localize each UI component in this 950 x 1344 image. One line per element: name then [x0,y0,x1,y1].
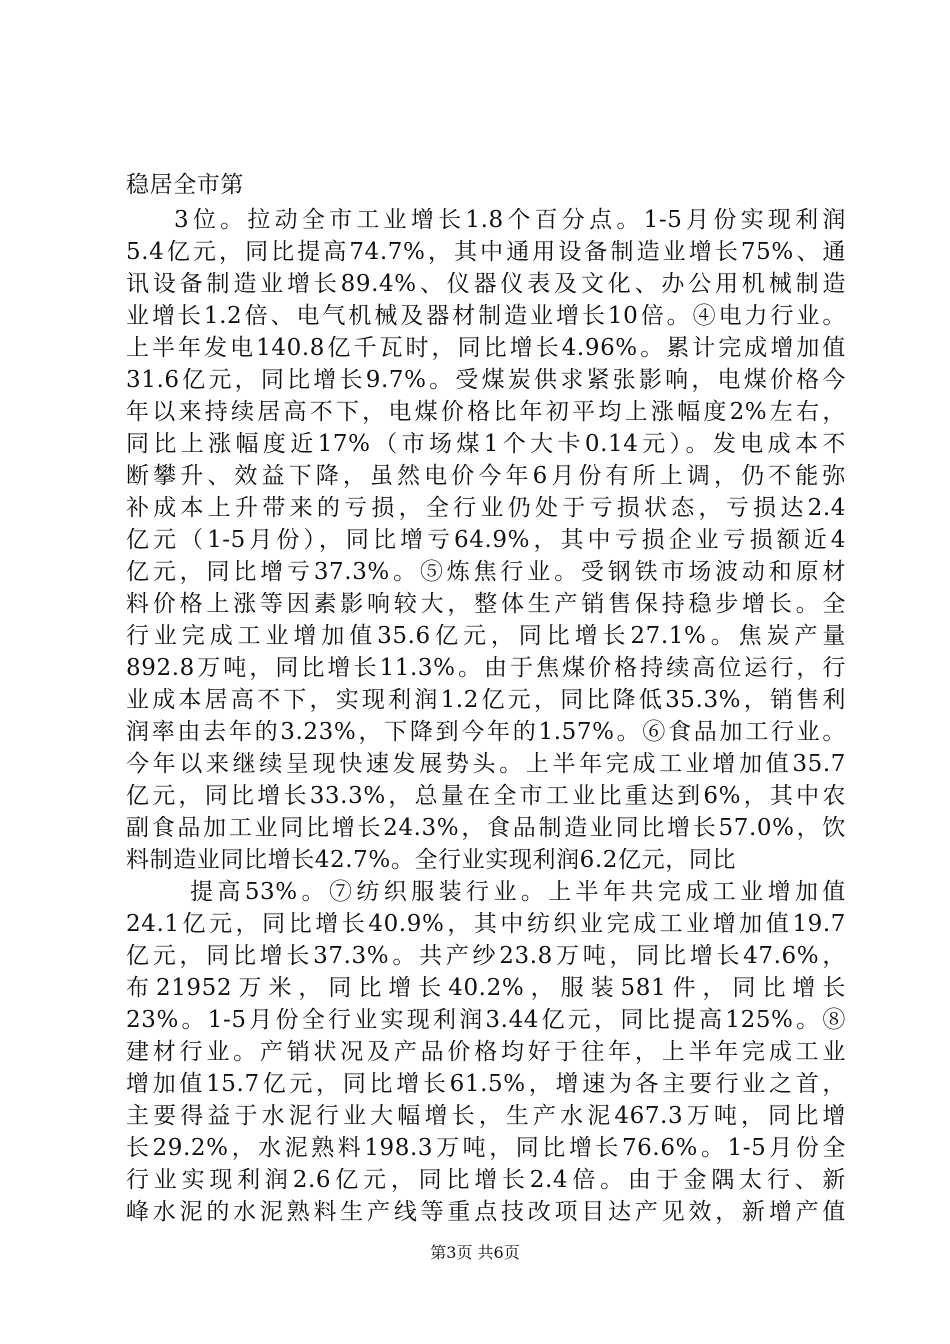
text-line: 23%。1-5月份全行业实现利润3.44亿元，同比提高125%。⑧ [126,1007,846,1033]
text-line: 24.1亿元，同比增长40.9%，其中纺织业完成工业增加值19.7 [126,911,846,937]
page-number-footer: 第3页 共6页 [430,1243,520,1262]
text-line: 润率由去年的3.23%，下降到今年的1.57%。⑥食品加工行业。 [126,719,846,745]
text-line: 行业完成工业增加值35.6亿元，同比增长27.1%。焦炭产量 [126,623,846,649]
text-line: 副食品加工业同比增长24.3%，食品制造业同比增长57.0%，饮 [126,815,846,841]
text-line: 年以来持续居高不下，电煤价格比年初平均上涨幅度2%左右， [126,399,846,425]
text-line: 892.8万吨，同比增长11.3%。由于焦煤价格持续高位运行，行 [126,655,846,681]
text-line: 峰水泥的水泥熟料生产线等重点技改项目达产见效，新增产值 [126,1199,846,1225]
text-line: 亿元，同比增长33.3%，总量在全市工业比重达到6%，其中农 [126,783,846,809]
text-line: 布21952万米，同比增长40.2%，服装581件，同比增长 [126,975,846,1001]
text-line: 亿元，同比增亏37.3%。⑤炼焦行业。受钢铁市场波动和原材 [126,559,846,585]
text-line: 补成本上升带来的亏损，全行业仍处于亏损状态，亏损达2.4 [126,495,846,521]
text-line: 行业实现利润2.6亿元，同比增长2.4倍。由于金隅太行、新 [126,1167,846,1193]
text-line: 上半年发电140.8亿千瓦时，同比增长4.96%。累计完成增加值 [126,335,846,361]
text-line: 增加值15.7亿元，同比增长61.5%，增速为各主要行业之首， [126,1071,846,1097]
text-line: 建材行业。产销状况及产品价格均好于往年，上半年完成工业 [126,1039,846,1065]
text-line: 长29.2%，水泥熟料198.3万吨，同比增长76.6%。1-5月份全 [126,1135,846,1161]
text-line: 料制造业同比增长42.7%。全行业实现利润6.2亿元，同比 [126,847,737,873]
text-line: 同比上涨幅度近17%（市场煤1个大卡0.14元）。发电成本不 [126,431,846,457]
text-line: 主要得益于水泥行业大幅增长，生产水泥467.3万吨，同比增 [126,1103,846,1129]
text-line: 亿元，同比增长37.3%。共产纱23.8万吨，同比增长47.6%， [126,943,846,969]
text-line: 3位。拉动全市工业增长1.8个百分点。1-5月份实现利润 [174,207,846,233]
text-line: 亿元（1-5月份），同比增亏64.9%，其中亏损企业亏损额近4 [126,527,846,553]
text-line: 稳居全市第 [126,172,244,198]
text-line: 讯设备制造业增长89.4%、仪器仪表及文化、办公用机械制造 [126,271,846,297]
text-line: 业增长1.2倍、电气机械及器材制造业增长10倍。④电力行业。 [126,303,846,329]
text-line: 31.6亿元，同比增长9.7%。受煤炭供求紧张影响，电煤价格今 [126,367,846,393]
text-line: 业成本居高不下，实现利润1.2亿元，同比降低35.3%，销售利 [126,687,846,713]
text-line: 提高53%。⑦纺织服装行业。上半年共完成工业增加值 [190,879,846,905]
text-line: 今年以来继续呈现快速发展势头。上半年完成工业增加值35.7 [126,751,846,777]
text-line: 5.4亿元，同比提高74.7%，其中通用设备制造业增长75%、通 [126,239,846,265]
text-line: 料价格上涨等因素影响较大，整体生产销售保持稳步增长。全 [126,591,846,617]
text-line: 断攀升、效益下降，虽然电价今年6月份有所上调，仍不能弥 [126,463,846,489]
